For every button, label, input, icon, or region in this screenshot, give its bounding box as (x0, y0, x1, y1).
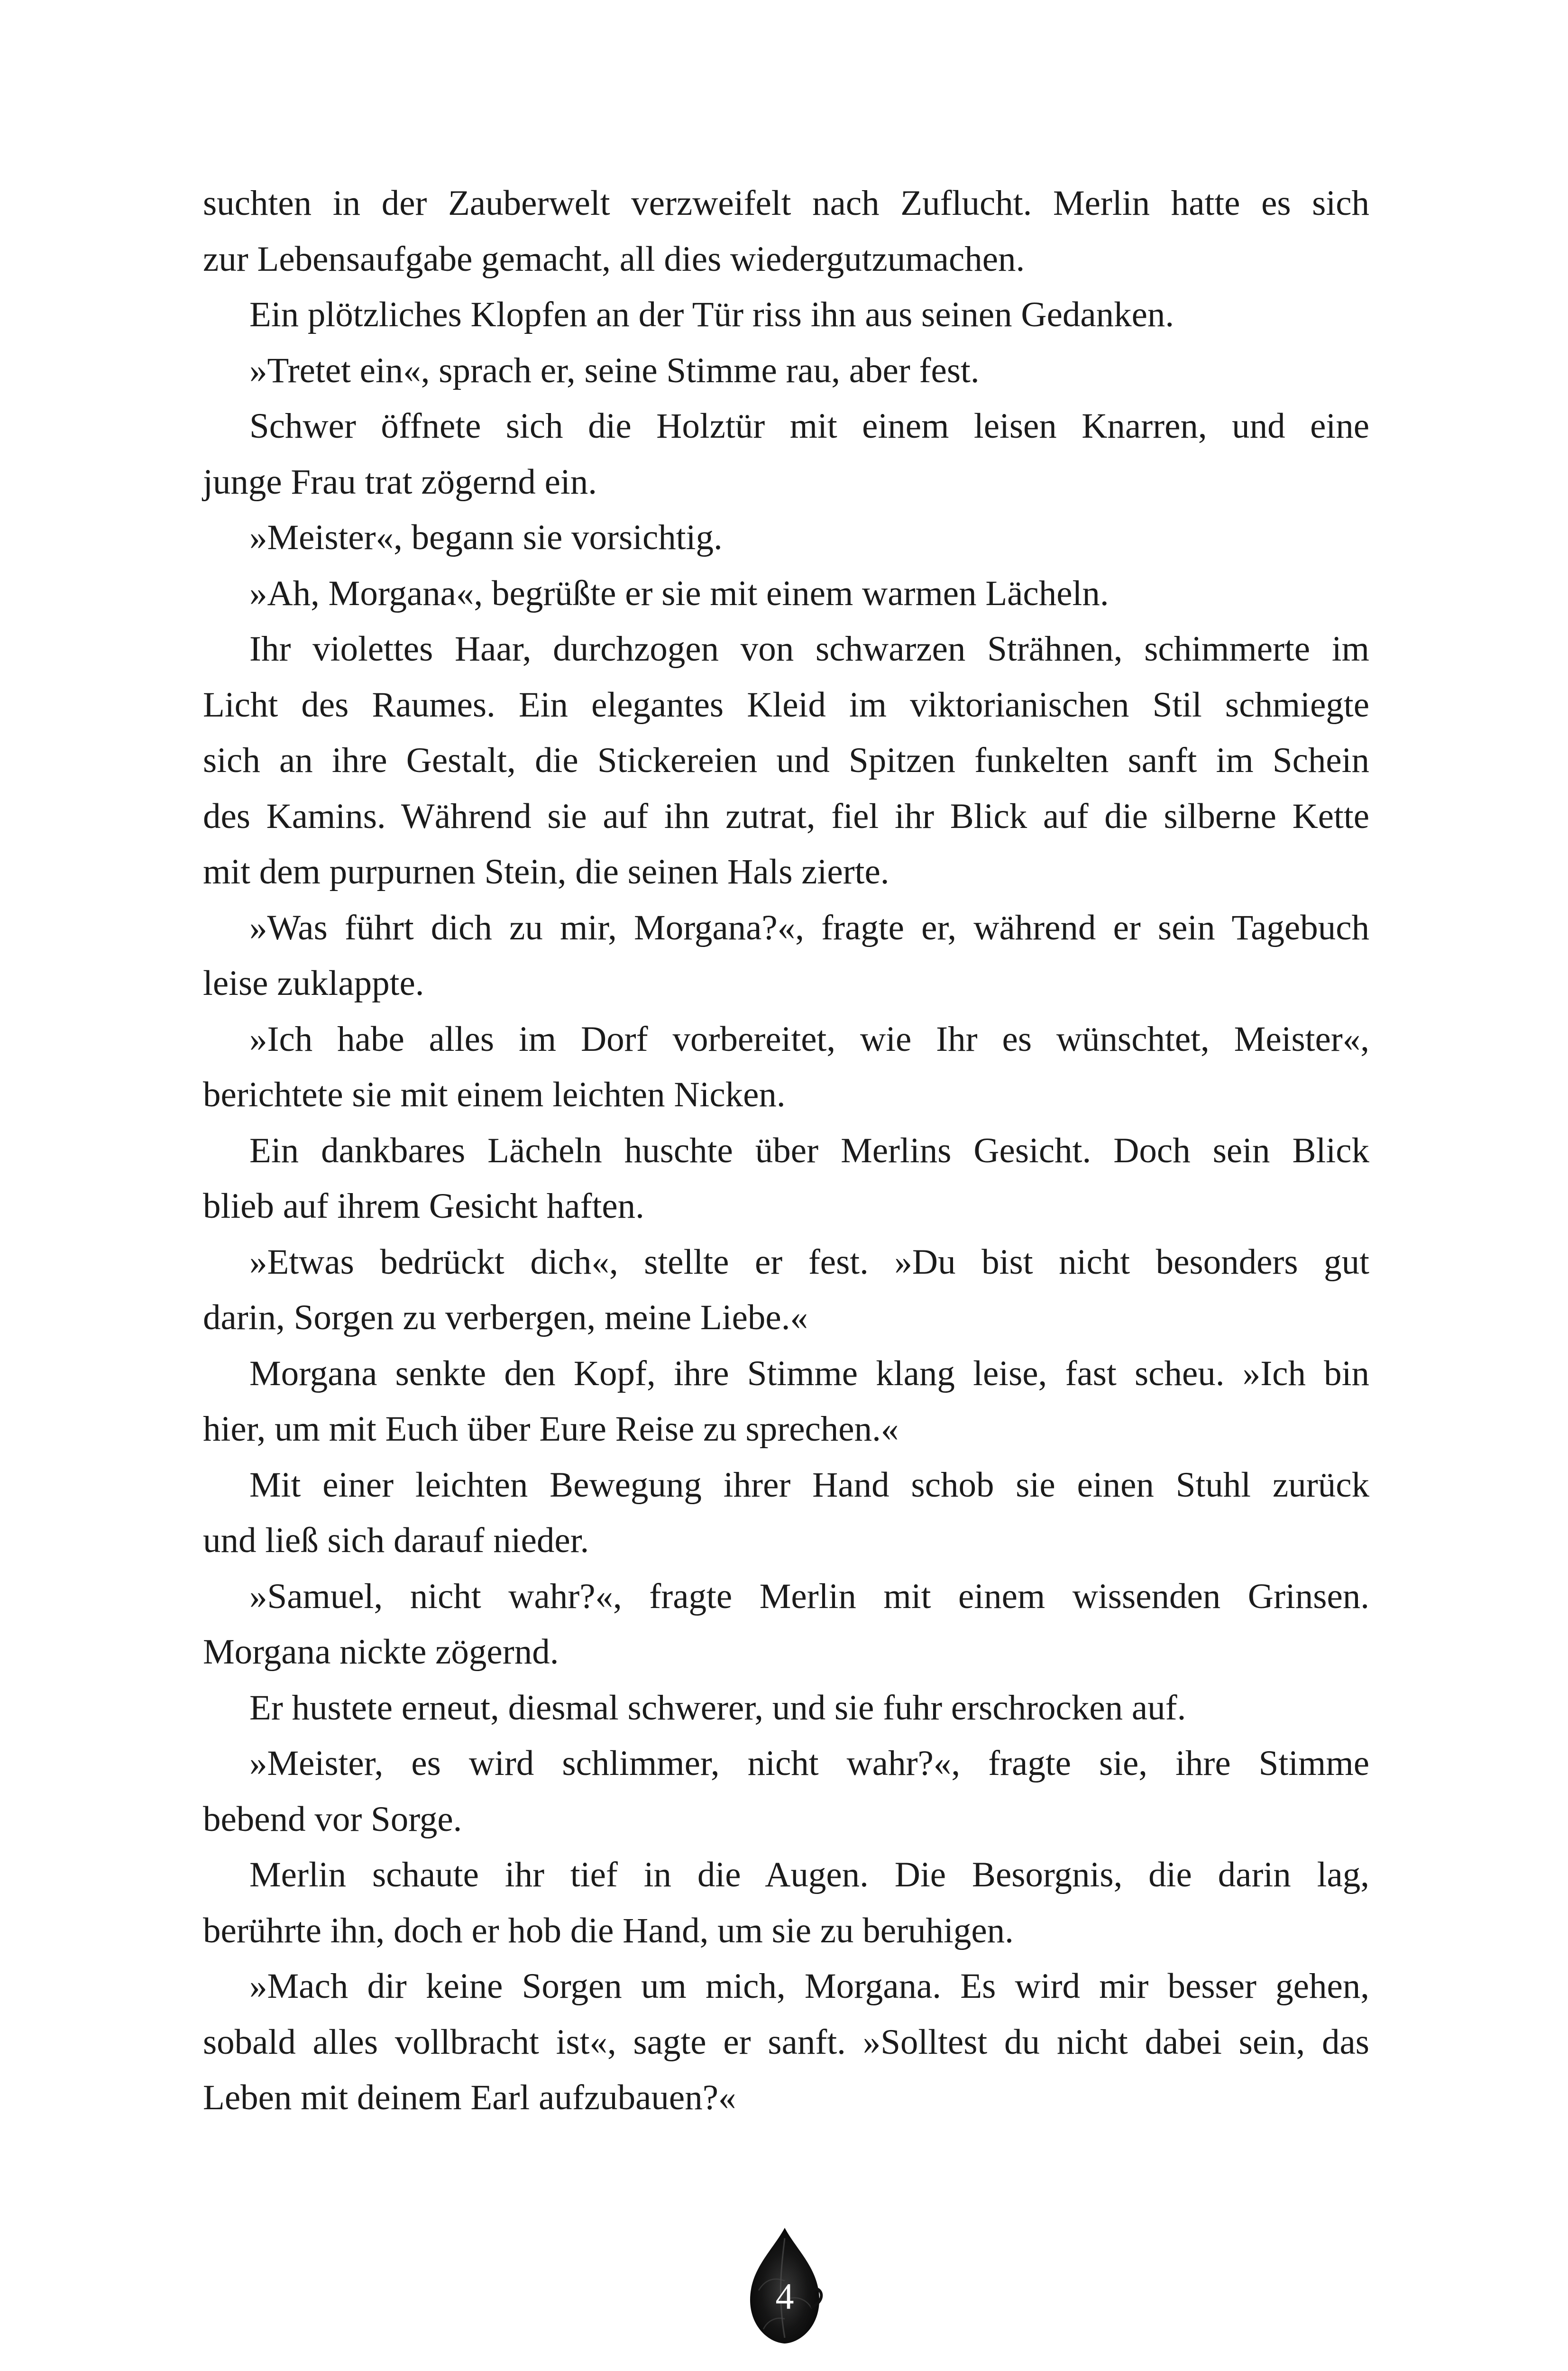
paragraph (203, 621, 1369, 900)
paragraph (203, 1346, 1369, 1457)
text-line: Ein plötzliches Klopfen an der Tür riss ihn aus seinen Gedanken. (249, 295, 1174, 334)
text-line: bebend vor Sorge. (203, 1799, 462, 1839)
paragraph (203, 1680, 1369, 1736)
text-line: berichtete sie mit einem leichten Nicken. (203, 1075, 786, 1114)
text-line: berührte ihn, doch er hob die Hand, um sie zu beruhigen. (203, 1911, 1014, 1950)
text-line: sich an ihre Gestalt, die Stickereien und Spitzen funkelten sanft im Schein (203, 741, 1369, 780)
text-line: »Meister«, begann sie vorsichtig. (249, 518, 723, 557)
paragraph (203, 900, 1369, 1011)
text-line: blieb auf ihrem Gesicht haften. (203, 1186, 644, 1226)
text-line: Morgana senkte den Kopf, ihre Stimme klang leise, fast scheu. »Ich bin (249, 1353, 1369, 1393)
text-line: »Was führt dich zu mir, Morgana?«, fragte er, während er sein Tagebuch (249, 908, 1369, 947)
text-line: suchten in der Zauberwelt verzweifelt nach Zuflucht. Merlin hatte es sich (203, 184, 1369, 223)
paragraph (203, 398, 1369, 510)
text-line: »Ah, Morgana«, begrüßte er sie mit einem warmen Lächeln. (249, 573, 1109, 613)
text-line: »Mach dir keine Sorgen um mich, Morgana. Es wird mir besser gehen, (249, 1967, 1369, 2006)
paragraph (203, 287, 1369, 343)
text-line: leise zuklappte. (203, 964, 424, 1003)
text-line: »Tretet ein«, sprach er, seine Stimme rau, aber fest. (249, 350, 980, 390)
text-line: »Samuel, nicht wahr?«, fragte Merlin mit einem wissenden Grinsen. (249, 1576, 1369, 1616)
text-line: Schwer öffnete sich die Holztür mit einem leisen Knarren, und eine (249, 406, 1369, 446)
paragraph (203, 1569, 1369, 1680)
paragraph (203, 1123, 1369, 1234)
paragraph (203, 1457, 1369, 1569)
paragraph (203, 510, 1369, 566)
text-line: des Kamins. Während sie auf ihn zutrat, fiel ihr Blick auf die silberne Kette (203, 796, 1369, 836)
text-line: Ihr violettes Haar, durchzogen von schwarzen Strähnen, schimmerte im (249, 629, 1369, 669)
text-line: und ließ sich darauf nieder. (203, 1521, 589, 1560)
paragraph (203, 1234, 1369, 1346)
text-line: zur Lebensaufgabe gemacht, all dies wiedergutzumachen. (203, 239, 1025, 279)
text-line: »Etwas bedrückt dich«, stellte er fest. »Du bist nicht besonders gut (249, 1242, 1369, 1282)
page-footer (740, 2224, 830, 2347)
paragraph (203, 1847, 1369, 1958)
text-line: »Meister, es wird schlimmer, nicht wahr?«, fragte sie, ihre Stimme (249, 1744, 1369, 1783)
text-line: sobald alles vollbracht ist«, sagte er sanft. »Solltest du nicht dabei sein, das (203, 2022, 1369, 2062)
text-line: mit dem purpurnen Stein, die seinen Hals zierte. (203, 852, 889, 891)
text-line: Ein dankbares Lächeln huschte über Merlins Gesicht. Doch sein Blick (249, 1130, 1369, 1170)
page-number: 4 (775, 2276, 794, 2317)
text-line: »Ich habe alles im Dorf vorbereitet, wie Ihr es wünschtet, Meister«, (249, 1019, 1369, 1059)
body-text (203, 175, 1369, 2126)
paragraph (203, 1736, 1369, 1847)
paragraph (203, 1958, 1369, 2126)
paragraph (203, 1011, 1369, 1123)
text-line: Merlin schaute ihr tief in die Augen. Die Besorgnis, die darin lag, (249, 1855, 1369, 1894)
text-line: junge Frau trat zögernd ein. (203, 462, 597, 502)
paragraph (203, 343, 1369, 399)
text-line: Morgana nickte zögernd. (203, 1632, 559, 1672)
text-line: Leben mit deinem Earl aufzubauen?« (203, 2078, 736, 2117)
text-line: Er hustete erneut, diesmal schwerer, und sie fuhr erschrocken auf. (249, 1688, 1186, 1728)
text-line: Mit einer leichten Bewegung ihrer Hand schob sie einen Stuhl zurück (249, 1465, 1369, 1505)
text-line: darin, Sorgen zu verbergen, meine Liebe.« (203, 1298, 808, 1337)
text-line: Licht des Raumes. Ein elegantes Kleid im viktorianischen Stil schmiegte (203, 685, 1369, 725)
paragraph (203, 175, 1369, 287)
text-line: hier, um mit Euch über Eure Reise zu sprechen.« (203, 1409, 899, 1449)
paragraph (203, 566, 1369, 622)
